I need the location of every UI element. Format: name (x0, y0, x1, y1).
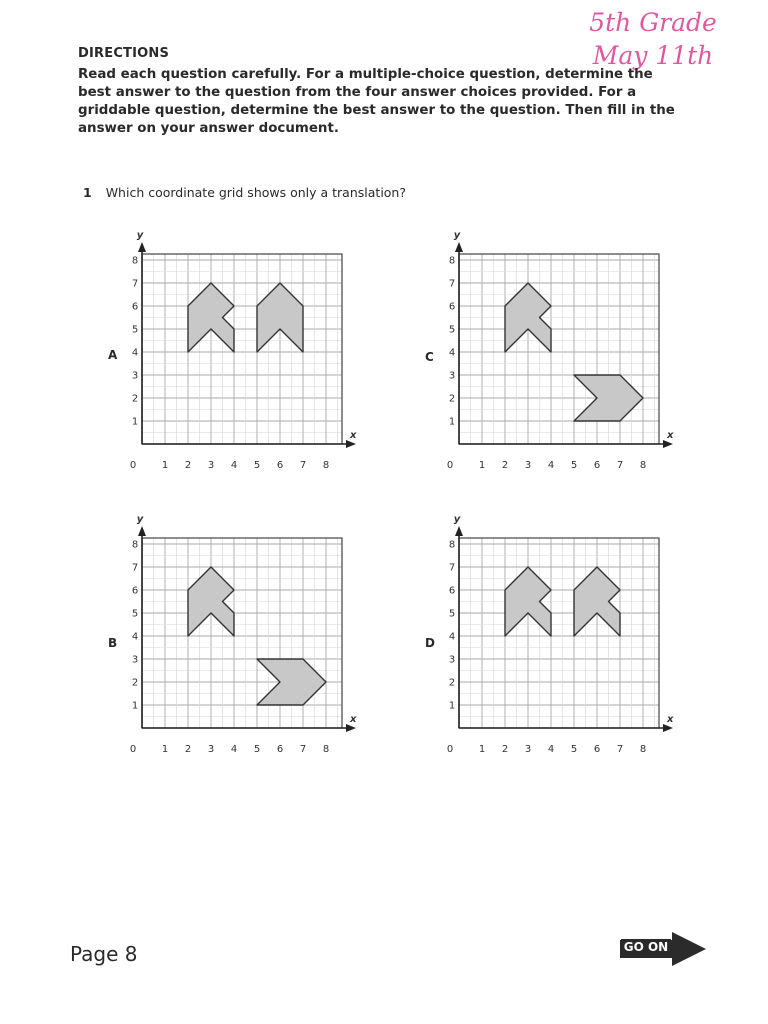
x-tick-label: 2 (184, 744, 192, 755)
annotation-date: May 11th (592, 41, 714, 70)
y-tick-label: 2 (131, 393, 139, 405)
x-axis-arrow-icon (346, 440, 356, 448)
x-tick-label: 5 (253, 460, 261, 471)
y-tick-label: 6 (448, 301, 456, 313)
x-tick-label: 2 (501, 460, 509, 471)
y-tick-label: 7 (131, 278, 139, 290)
x-tick-label: 2 (184, 460, 192, 471)
y-axis-label: y (453, 230, 461, 241)
y-tick-label: 1 (448, 416, 456, 428)
annotation-grade: 5th Grade (589, 8, 717, 37)
page-number: Page 8 (70, 942, 138, 966)
x-axis-arrow-icon (346, 724, 356, 732)
y-tick-label: 2 (131, 677, 139, 689)
coordinate-grid-a (129, 230, 357, 471)
choice-letter-c: C (425, 350, 434, 364)
choice-letter-a: A (108, 348, 118, 362)
x-axis-arrow-icon (663, 724, 673, 732)
x-tick-label: 1 (161, 744, 169, 755)
y-axis-arrow-icon (138, 242, 146, 252)
grid-border (459, 254, 659, 444)
x-tick-label: 8 (322, 744, 330, 755)
x-tick-label: 6 (276, 744, 284, 755)
y-tick-label: 4 (448, 631, 456, 643)
x-tick-label: 6 (593, 460, 601, 471)
x-axis-label: x (350, 430, 357, 441)
go-on-label: GO ON (621, 939, 671, 956)
handwritten-annotation (548, 6, 758, 72)
x-axis-label: x (667, 714, 674, 725)
y-tick-label: 3 (131, 370, 139, 382)
x-tick-label: 3 (524, 744, 532, 755)
y-tick-label: 2 (448, 393, 456, 405)
x-tick-label: 4 (230, 460, 238, 471)
y-tick-label: 1 (448, 700, 456, 712)
y-tick-label: 4 (131, 631, 139, 643)
x-tick-label: 3 (207, 744, 215, 755)
y-tick-label: 4 (131, 347, 139, 359)
y-tick-label: 4 (448, 347, 456, 359)
x-tick-label: 1 (161, 460, 169, 471)
x-tick-label: 5 (253, 744, 261, 755)
x-tick-label: 8 (639, 460, 647, 471)
x-tick-label: 5 (570, 460, 578, 471)
x-tick-label: 4 (230, 744, 238, 755)
x-tick-label: 7 (299, 744, 307, 755)
y-axis-arrow-icon (455, 526, 463, 536)
choice-letter-d: D (425, 636, 435, 650)
x-tick-label: 0 (446, 744, 454, 755)
x-tick-label: 7 (616, 744, 624, 755)
x-tick-label: 3 (524, 460, 532, 471)
y-axis-label: y (136, 230, 144, 241)
y-tick-label: 8 (448, 255, 456, 267)
y-tick-label: 6 (131, 301, 139, 313)
x-tick-label: 7 (616, 460, 624, 471)
x-tick-label: 2 (501, 744, 509, 755)
question-1 (83, 185, 406, 200)
x-axis-label: x (667, 430, 674, 441)
y-tick-label: 3 (131, 654, 139, 666)
coordinate-grid-d (446, 514, 674, 755)
y-tick-label: 3 (448, 654, 456, 666)
grid-border (142, 254, 342, 444)
question-text: Which coordinate grid shows only a translation? (105, 185, 406, 200)
y-tick-label: 1 (131, 700, 139, 712)
x-tick-label: 6 (593, 744, 601, 755)
grid-border (142, 538, 342, 728)
y-tick-label: 5 (448, 324, 456, 336)
y-axis-arrow-icon (138, 526, 146, 536)
x-tick-label: 3 (207, 460, 215, 471)
y-tick-label: 7 (448, 562, 456, 574)
y-tick-label: 7 (448, 278, 456, 290)
x-tick-label: 1 (478, 744, 486, 755)
go-on-button[interactable] (620, 932, 706, 966)
y-tick-label: 6 (448, 585, 456, 597)
directions-text: Read each question carefully. For a multiple-choice question, determine the best answer to the question from the four answer choices provided. For a griddable question, determine the best answer to the question. Then fill in the answer on your answer document. (78, 67, 675, 136)
x-tick-label: 1 (478, 460, 486, 471)
x-tick-label: 6 (276, 460, 284, 471)
y-tick-label: 8 (131, 539, 139, 551)
x-tick-label: 8 (322, 460, 330, 471)
y-tick-label: 5 (131, 324, 139, 336)
y-tick-label: 3 (448, 370, 456, 382)
x-axis-label: x (350, 714, 357, 725)
y-tick-label: 8 (131, 255, 139, 267)
coordinate-grid-c (446, 230, 674, 471)
y-tick-label: 2 (448, 677, 456, 689)
y-tick-label: 7 (131, 562, 139, 574)
y-axis-arrow-icon (455, 242, 463, 252)
x-axis-arrow-icon (663, 440, 673, 448)
x-tick-label: 0 (129, 744, 137, 755)
grid-border (459, 538, 659, 728)
x-tick-label: 8 (639, 744, 647, 755)
coordinate-grid-b (129, 514, 357, 755)
directions-title: DIRECTIONS (78, 46, 170, 61)
x-tick-label: 0 (129, 460, 137, 471)
question-number: 1 (83, 185, 92, 200)
y-tick-label: 5 (131, 608, 139, 620)
choice-letter-b: B (108, 636, 118, 650)
y-axis-label: y (136, 514, 144, 525)
y-tick-label: 5 (448, 608, 456, 620)
y-tick-label: 8 (448, 539, 456, 551)
x-tick-label: 0 (446, 460, 454, 471)
x-tick-label: 4 (547, 460, 555, 471)
y-tick-label: 6 (131, 585, 139, 597)
x-tick-label: 5 (570, 744, 578, 755)
y-tick-label: 1 (131, 416, 139, 428)
x-tick-label: 7 (299, 460, 307, 471)
x-tick-label: 4 (547, 744, 555, 755)
y-axis-label: y (453, 514, 461, 525)
